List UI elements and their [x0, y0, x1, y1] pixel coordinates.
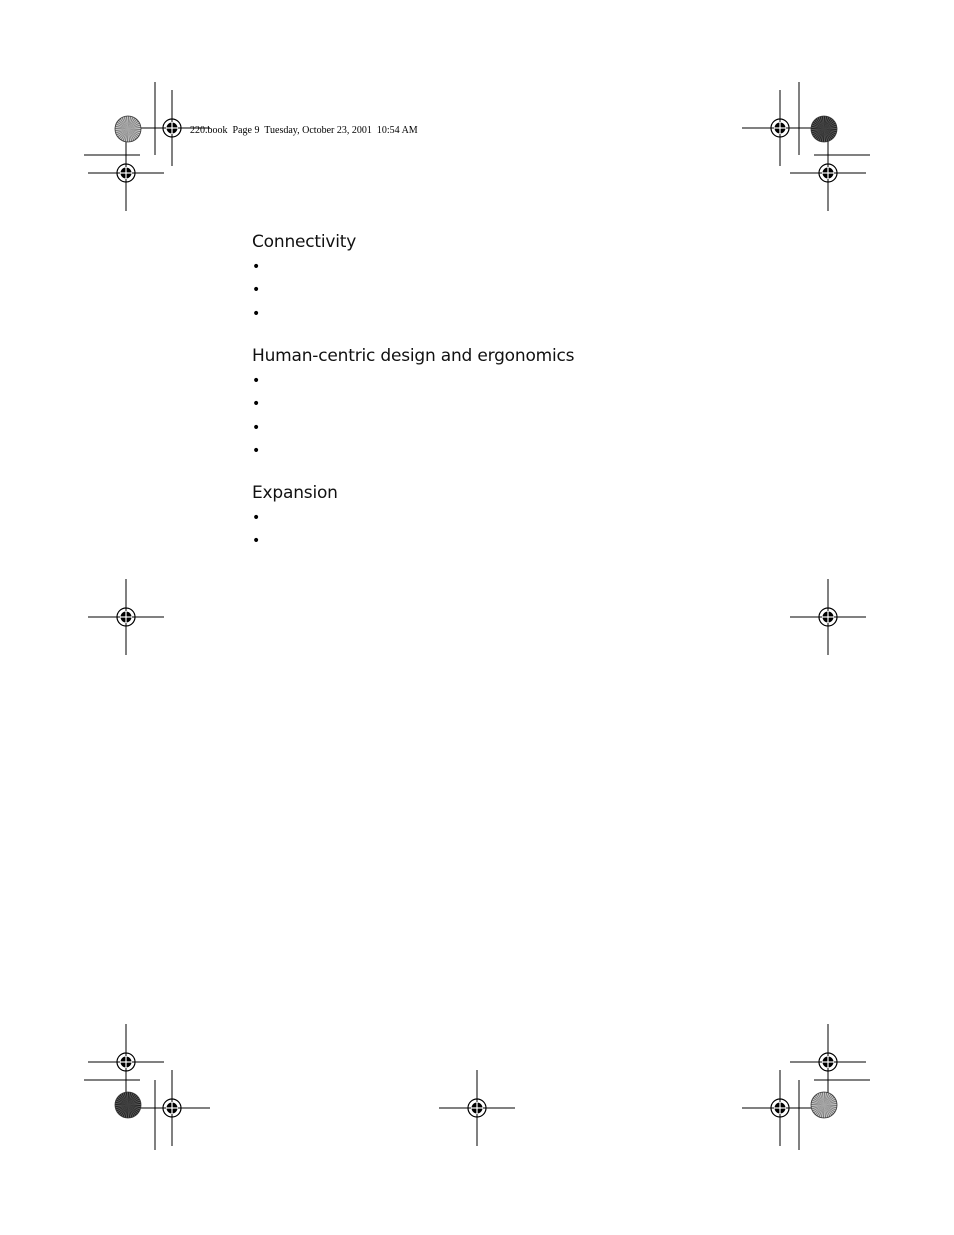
registration-mark-icon — [742, 1070, 818, 1146]
section-heading: Human-centric design and ergonomics — [252, 346, 575, 366]
bullet-icon: • — [252, 305, 261, 322]
bullet-list — [252, 258, 356, 328]
section-heading: Expansion — [252, 483, 338, 503]
registration-mark-icon — [134, 1070, 210, 1146]
color-starburst-icon — [115, 116, 141, 142]
bullet-list — [252, 372, 574, 465]
registration-mark-icon — [790, 579, 866, 655]
registration-mark-icon — [790, 135, 866, 211]
bullet-icon: • — [252, 442, 261, 459]
bullet-icon: • — [252, 259, 261, 275]
bullet-icon: • — [252, 373, 261, 389]
section-expansion — [252, 483, 338, 556]
list-item — [252, 395, 574, 418]
list-item — [252, 442, 574, 465]
registration-mark-icon — [742, 90, 818, 166]
bullet-list — [252, 509, 338, 556]
bullet-icon: • — [252, 510, 261, 526]
bullet-icon: • — [252, 282, 261, 299]
section-human-centric-design — [252, 346, 574, 465]
registration-mark-icon — [88, 579, 164, 655]
list-item — [252, 532, 338, 555]
list-item — [252, 258, 356, 281]
list-item — [252, 419, 574, 442]
registration-mark-icon — [88, 135, 164, 211]
bullet-icon: • — [252, 533, 261, 550]
registration-mark-icon — [88, 1024, 164, 1100]
bullet-icon: • — [252, 419, 261, 436]
color-starburst-icon — [811, 116, 837, 142]
list-item — [252, 509, 338, 532]
color-starburst-icon — [811, 1092, 837, 1118]
section-connectivity — [252, 232, 356, 328]
bullet-icon: • — [252, 396, 261, 413]
registration-mark-icon — [790, 1024, 866, 1100]
color-starburst-icon — [115, 1092, 141, 1118]
list-item — [252, 372, 574, 395]
list-item — [252, 305, 356, 328]
crop-mark-icon — [84, 82, 870, 1150]
list-item — [252, 281, 356, 304]
registration-mark-icon — [439, 1070, 515, 1146]
print-slug: 220.book Page 9 Tuesday, October 23, 2001 10:54 AM — [190, 125, 418, 136]
section-heading: Connectivity — [252, 232, 357, 252]
